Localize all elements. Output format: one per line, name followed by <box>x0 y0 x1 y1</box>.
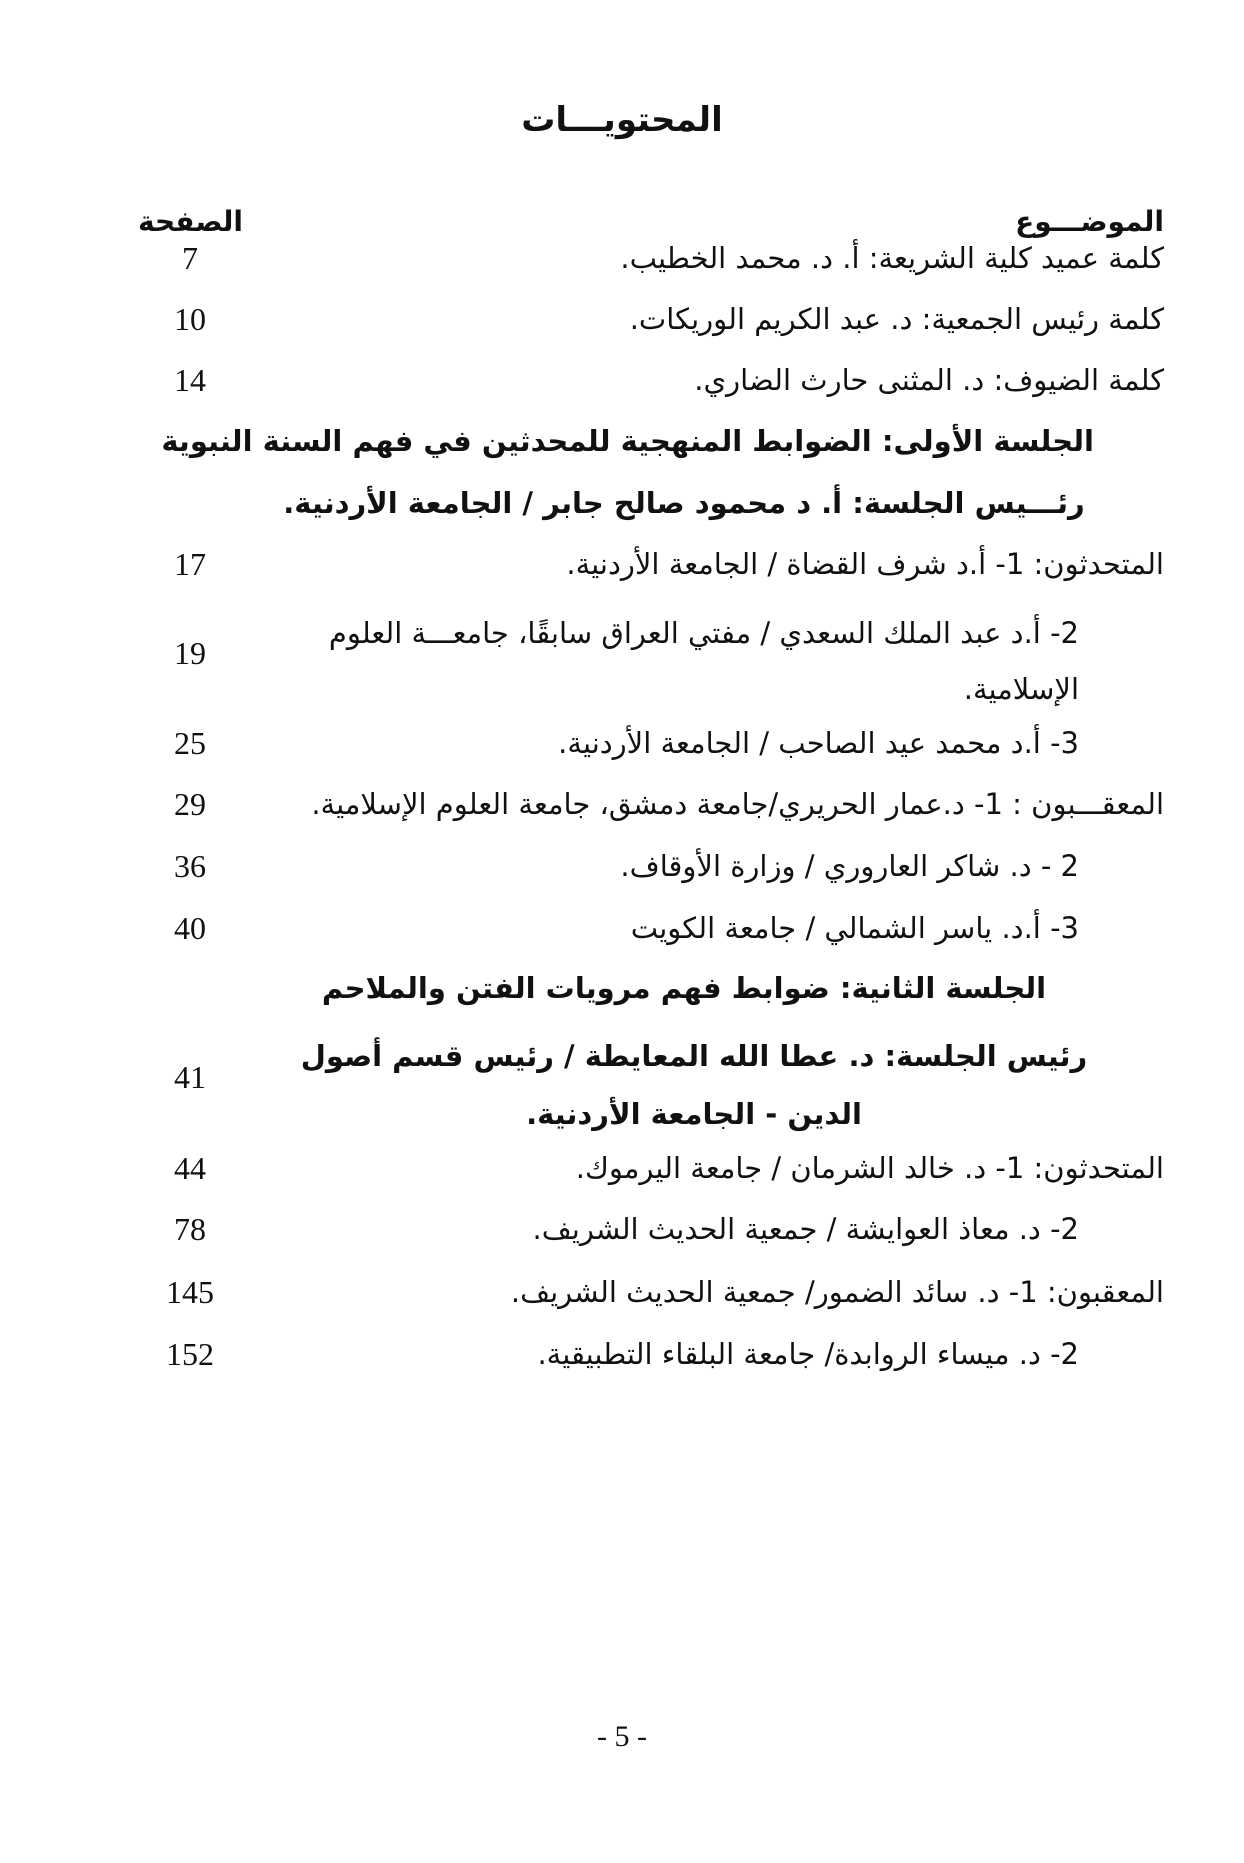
session-heading-text: الجلسة الأولى: الضوابط المنهجية للمحدثين في فهم السنة النبوية <box>161 424 1094 458</box>
toc-entry-text: 2- د. ميساء الروابدة/ جامعة البلقاء التطبيقية. <box>537 1337 1079 1371</box>
toc-entry-text: المتحدثون: 1- د. خالد الشرمان / جامعة اليرموك. <box>575 1151 1164 1185</box>
toc-entry-page: 29 <box>174 786 206 822</box>
toc-entry-page: 7 <box>182 240 198 276</box>
toc-entry-page: 10 <box>174 301 206 337</box>
toc-entry-text: 2- د. معاذ العوايشة / جمعية الحديث الشريف. <box>532 1212 1079 1246</box>
toc-entry-text: المتحدثون: 1- أ.د شرف القضاة / الجامعة الأردنية. <box>566 547 1164 581</box>
toc-entry-page: 19 <box>174 635 206 671</box>
toc-entry-page: 25 <box>174 725 206 761</box>
page-title: المحتويـــات <box>521 100 723 140</box>
toc-entry-page: 145 <box>166 1274 214 1310</box>
session-heading-text: الجلسة الثانية: ضوابط فهم مرويات الفتن والملاحم <box>321 971 1047 1005</box>
toc-entry-text: كلمة رئيس الجمعية: د. عبد الكريم الوريكات. <box>629 302 1164 336</box>
session-chair-text: رئـــيس الجلسة: أ. د محمود صالح جابر / الجامعة الأردنية. <box>283 486 1085 520</box>
toc-entry-page: 14 <box>174 362 206 398</box>
toc-entry-page: 78 <box>174 1211 206 1247</box>
toc-entry-text: 2- أ.د عبد الملك السعدي / مفتي العراق سابقًا، جامعـــة العلوم الإسلامية. <box>328 616 1079 706</box>
toc-entry-page: 152 <box>166 1336 214 1372</box>
column-header-topic: الموضـــوع <box>1015 205 1164 238</box>
toc-entry-page: 41 <box>174 1059 206 1095</box>
toc-entry-text: كلمة عميد كلية الشريعة: أ. د. محمد الخطيب. <box>620 241 1164 275</box>
page-number-footer: - 5 - <box>597 1720 647 1753</box>
toc-entry-page: 17 <box>174 546 206 582</box>
toc-entry-text: 3- أ.د. ياسر الشمالي / جامعة الكويت <box>630 911 1079 945</box>
toc-entry-text: 3- أ.د محمد عيد الصاحب / الجامعة الأردنية. <box>558 726 1079 760</box>
toc-entry-text: المعقـــبون : 1- د.عمار الحريري/جامعة دمشق، جامعة العلوم الإسلامية. <box>311 787 1164 821</box>
column-header-page: الصفحة <box>138 205 244 238</box>
toc-entry-page: 36 <box>174 848 206 884</box>
toc-entry-text: كلمة الضيوف: د. المثنى حارث الضاري. <box>694 363 1164 397</box>
toc-entry-page: 44 <box>174 1150 206 1186</box>
session-chair-text: رئيس الجلسة: د. عطا الله المعايطة / رئيس قسم أصول الدين - الجامعة الأردنية. <box>300 1039 1088 1131</box>
toc-entry-text: المعقبون: 1- د. سائد الضمور/ جمعية الحديث الشريف. <box>510 1275 1164 1309</box>
toc-entry-text: 2 - د. شاكر العاروري / وزارة الأوقاف. <box>620 849 1079 883</box>
toc-entry-page: 40 <box>174 910 206 946</box>
